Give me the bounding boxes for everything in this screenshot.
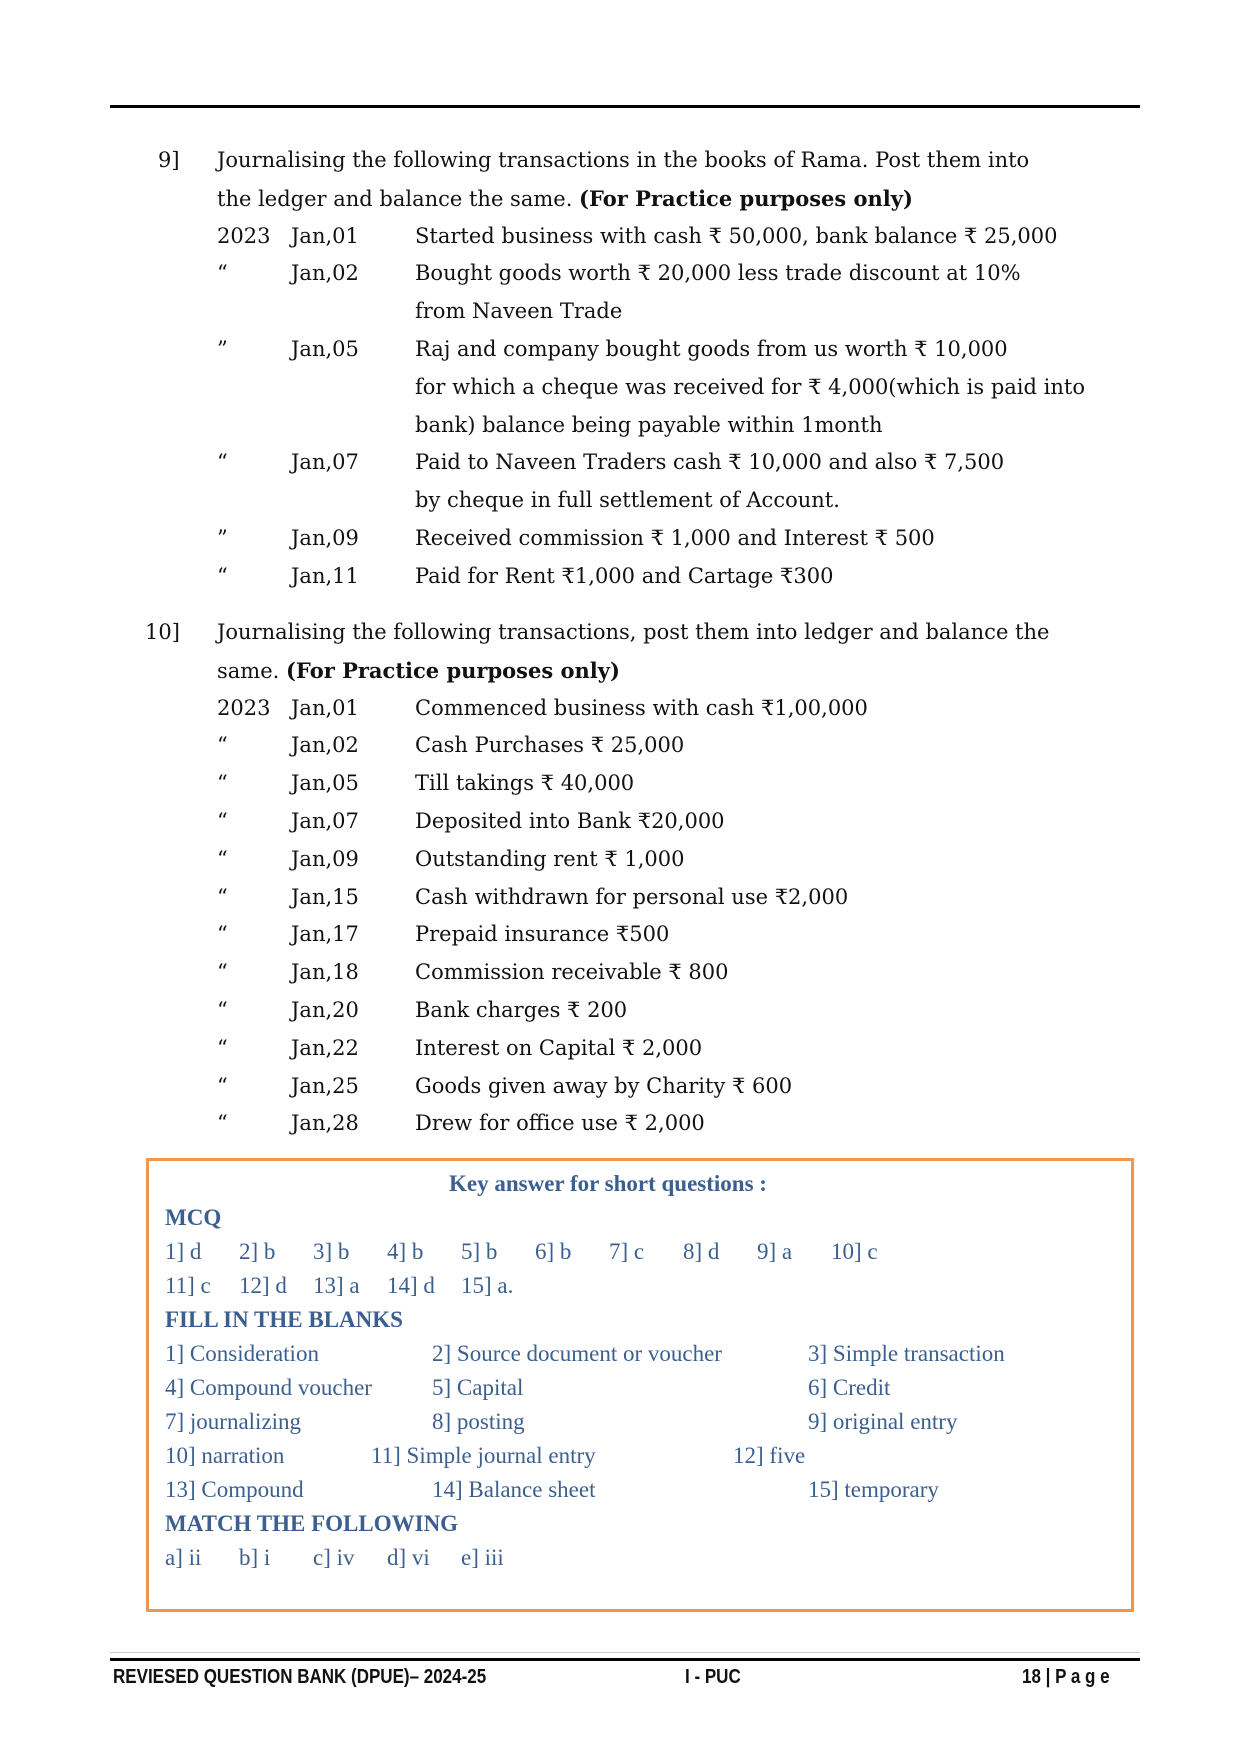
mcq-answer: 11] c <box>165 1273 211 1298</box>
mcq-answer: 10] c <box>831 1239 878 1264</box>
answer-key-title: Key answer for short questions : <box>449 1171 767 1196</box>
match-answer: b] i <box>239 1545 271 1570</box>
fib-answer: 10] narration <box>165 1443 285 1468</box>
entry-date: Jan,07 <box>291 450 359 475</box>
question-text: Journalising the following transactions in the books of Rama. Post them into <box>217 148 1030 172</box>
entry-description: Cash Purchases ₹ 25,000 <box>415 733 685 758</box>
entry-date: Jan,22 <box>291 1035 359 1060</box>
fib-answer: 14] Balance sheet <box>432 1477 596 1502</box>
practice-note: (For Practice purposes only) <box>579 185 913 211</box>
answer-key-box <box>146 1158 1134 1612</box>
entry-description: Bought goods worth ₹ 20,000 less trade discount at 10% <box>415 261 1021 286</box>
entry-mark: “ <box>217 450 228 475</box>
entry-mark: “ <box>217 733 228 758</box>
footer-class: I - PUC <box>685 1666 741 1688</box>
fib-answer: 8] posting <box>432 1409 525 1434</box>
entry-mark: “ <box>217 1035 228 1060</box>
header-rule <box>110 105 1140 108</box>
fib-answer: 4] Compound voucher <box>165 1375 372 1400</box>
entry-date: Jan,01 <box>291 695 359 720</box>
entry-mark: “ <box>217 563 228 588</box>
entry-description: Outstanding rent ₹ 1,000 <box>415 846 685 871</box>
mcq-answer: 7] c <box>609 1239 645 1264</box>
entry-mark: ” <box>217 526 228 550</box>
entry-date: Jan,11 <box>291 563 359 588</box>
entry-date: Jan,09 <box>291 846 359 871</box>
entry-mark: “ <box>217 846 228 871</box>
entry-description: bank) balance being payable within 1month <box>415 412 883 437</box>
entry-date: Jan,09 <box>291 526 359 550</box>
mcq-heading: MCQ <box>165 1205 222 1230</box>
entry-mark: “ <box>217 1111 228 1136</box>
fib-answer: 5] Capital <box>432 1375 524 1400</box>
match-heading: MATCH THE FOLLOWING <box>165 1511 459 1536</box>
entry-description: Goods given away by Charity ₹ 600 <box>415 1073 793 1098</box>
mcq-answer: 9] a <box>757 1239 793 1264</box>
fib-answer: 9] original entry <box>808 1409 958 1434</box>
entry-date: Jan,25 <box>291 1073 359 1098</box>
page-number: 18 | P a g e <box>1022 1666 1110 1688</box>
entry-description: Till takings ₹ 40,000 <box>415 771 635 796</box>
question-text: the ledger and balance the same. (For Practice purposes only) <box>217 185 913 211</box>
entry-mark: “ <box>217 884 228 909</box>
mcq-answer: 2] b <box>239 1239 276 1264</box>
question-text: same. (For Practice purposes only) <box>217 657 620 683</box>
fib-answer: 12] five <box>733 1443 806 1468</box>
mcq-answer: 1] d <box>165 1239 202 1264</box>
entry-mark: “ <box>217 998 228 1022</box>
entry-date: Jan,01 <box>291 223 359 248</box>
entry-date: Jan,02 <box>291 261 359 286</box>
entry-description: Raj and company bought goods from us worth ₹ 10,000 <box>415 337 1008 361</box>
question-text: Journalising the following transactions, post them into ledger and balance the <box>217 620 1050 644</box>
entry-description: Deposited into Bank ₹20,000 <box>415 809 725 833</box>
entry-description: Prepaid insurance ₹500 <box>415 922 670 947</box>
footer-title: REVIESED QUESTION BANK (DPUE)– 2024-25 <box>113 1666 487 1688</box>
fib-answer: 15] temporary <box>808 1477 939 1502</box>
entry-description: from Naveen Trade <box>415 299 623 324</box>
entry-description: Commission receivable ₹ 800 <box>415 960 729 985</box>
entry-description: for which a cheque was received for ₹ 4,000(which is paid into <box>415 374 1085 399</box>
fib-answer: 1] Consideration <box>165 1341 319 1366</box>
entry-description: Paid for Rent ₹1,000 and Cartage ₹300 <box>415 563 834 588</box>
mcq-answer: 8] d <box>683 1239 720 1264</box>
entry-mark: 2023 <box>217 695 271 720</box>
entry-description: Cash withdrawn for personal use ₹2,000 <box>415 884 849 909</box>
entry-mark: “ <box>217 809 228 833</box>
fib-answer: 2] Source document or voucher <box>432 1341 722 1366</box>
mcq-answer: 15] a. <box>461 1273 514 1298</box>
entry-date: Jan,28 <box>291 1111 359 1136</box>
entry-description: Received commission ₹ 1,000 and Interest ₹ 500 <box>415 526 935 550</box>
entry-date: Jan,15 <box>291 884 359 909</box>
entry-mark: “ <box>217 960 228 985</box>
entry-date: Jan,18 <box>291 960 359 985</box>
mcq-answer: 13] a <box>313 1273 360 1298</box>
entry-description: Drew for office use ₹ 2,000 <box>415 1111 705 1136</box>
entry-mark: ” <box>217 337 228 361</box>
match-answer: d] vi <box>387 1545 430 1570</box>
fib-answer: 11] Simple journal entry <box>371 1443 596 1468</box>
entry-mark: “ <box>217 922 228 947</box>
entry-description: Bank charges ₹ 200 <box>415 998 628 1022</box>
entry-date: Jan,17 <box>291 922 359 947</box>
footer-thin-rule <box>110 1652 1140 1653</box>
fib-answer: 13] Compound <box>165 1477 304 1502</box>
mcq-answer: 12] d <box>239 1273 287 1298</box>
mcq-answer: 3] b <box>313 1239 350 1264</box>
footer-rule <box>110 1658 1140 1661</box>
practice-note: (For Practice purposes only) <box>286 657 620 683</box>
fib-answer: 7] journalizing <box>165 1409 302 1434</box>
entry-mark: 2023 <box>217 223 271 248</box>
match-answer: e] iii <box>461 1545 504 1570</box>
entry-date: Jan,20 <box>291 998 359 1022</box>
entry-date: Jan,05 <box>291 771 359 796</box>
mcq-answer: 6] b <box>535 1239 572 1264</box>
entry-date: Jan,07 <box>291 809 359 833</box>
entry-description: Paid to Naveen Traders cash ₹ 10,000 and also ₹ 7,500 <box>415 450 1005 475</box>
entry-date: Jan,05 <box>291 337 359 361</box>
match-answer: a] ii <box>165 1545 202 1570</box>
mcq-answer: 4] b <box>387 1239 424 1264</box>
entry-mark: “ <box>217 771 228 796</box>
entry-mark: “ <box>217 261 228 286</box>
entry-description: by cheque in full settlement of Account. <box>415 488 840 513</box>
question-number: 9] <box>158 148 180 172</box>
question-number: 10] <box>145 620 180 644</box>
entry-mark: “ <box>217 1073 228 1098</box>
fib-answer: 3] Simple transaction <box>808 1341 1005 1366</box>
entry-description: Interest on Capital ₹ 2,000 <box>415 1035 703 1060</box>
entry-description: Commenced business with cash ₹1,00,000 <box>415 695 868 720</box>
fib-heading: FILL IN THE BLANKS <box>165 1307 403 1332</box>
match-answer: c] iv <box>313 1545 355 1570</box>
mcq-answer: 14] d <box>387 1273 435 1298</box>
mcq-answer: 5] b <box>461 1239 498 1264</box>
entry-date: Jan,02 <box>291 733 359 758</box>
entry-description: Started business with cash ₹ 50,000, bank balance ₹ 25,000 <box>415 223 1058 248</box>
fib-answer: 6] Credit <box>808 1375 891 1400</box>
